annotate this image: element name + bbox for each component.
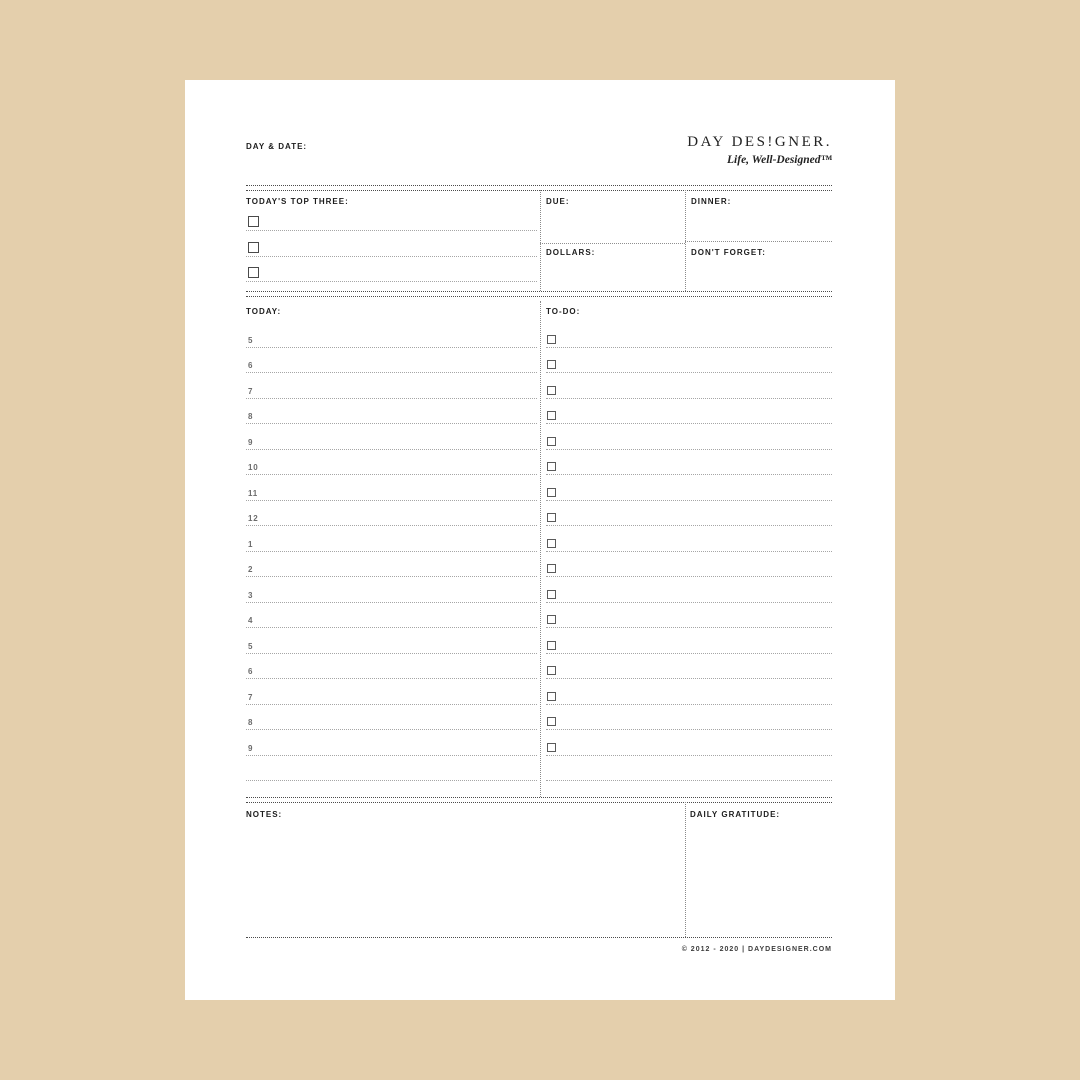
dont-forget-label: DON'T FORGET:: [691, 248, 766, 257]
section-divider-top: [246, 185, 832, 191]
todo-row: [546, 348, 832, 374]
day-date-label: DAY & DATE:: [246, 142, 308, 151]
divider-today-todo: [540, 301, 541, 797]
planner-page: [185, 80, 895, 1000]
todo-row: [546, 679, 832, 705]
todo-checkbox[interactable]: [547, 360, 556, 369]
todo-checkbox[interactable]: [547, 513, 556, 522]
todo-extra-row: [546, 756, 832, 782]
section-divider-mid2: [246, 797, 832, 803]
schedule-hour-row: [246, 348, 537, 374]
todo-row: [546, 450, 832, 476]
todo-checkbox[interactable]: [547, 539, 556, 548]
section-divider-bottom: [246, 937, 832, 938]
hour-label: 12: [248, 514, 259, 524]
todo-checkbox[interactable]: [547, 692, 556, 701]
brand-logo: [687, 134, 832, 166]
hour-label: 5: [248, 335, 254, 345]
todo-list: [546, 322, 832, 781]
hour-label: 10: [248, 463, 259, 473]
divider-topthree-due: [540, 190, 541, 291]
schedule-hour-row: [246, 399, 537, 425]
todo-row: [546, 552, 832, 578]
todo-row: [546, 577, 832, 603]
todo-row: [546, 654, 832, 680]
todo-checkbox[interactable]: [547, 564, 556, 573]
hour-label: 3: [248, 590, 254, 600]
hour-label: 4: [248, 616, 254, 626]
divider-dinner-dontforget: [685, 241, 832, 242]
todo-checkbox[interactable]: [547, 666, 556, 675]
schedule-hour-row: [246, 679, 537, 705]
brand-tagline: Life, Well-Designed™: [727, 154, 832, 166]
schedule-list: [246, 322, 537, 781]
schedule-extra-row: [246, 756, 537, 782]
hour-label: 7: [248, 386, 254, 396]
todo-checkbox[interactable]: [547, 717, 556, 726]
top-three-label: TODAY'S TOP THREE:: [246, 197, 349, 206]
todo-row: [546, 373, 832, 399]
top-three-checkbox[interactable]: [248, 267, 259, 278]
todo-checkbox[interactable]: [547, 641, 556, 650]
top-three-checkbox[interactable]: [248, 242, 259, 253]
copyright-text: © 2012 - 2020 | DAYDESIGNER.COM: [681, 946, 832, 953]
todo-label: TO-DO:: [546, 307, 581, 316]
todo-row: [546, 424, 832, 450]
todo-row: [546, 322, 832, 348]
hour-label: 11: [248, 488, 259, 498]
todo-row: [546, 628, 832, 654]
divider-due-dollars: [540, 243, 685, 244]
hour-label: 7: [248, 692, 254, 702]
hour-label: 8: [248, 718, 254, 728]
schedule-hour-row: [246, 603, 537, 629]
todo-checkbox[interactable]: [547, 335, 556, 344]
schedule-hour-row: [246, 526, 537, 552]
schedule-hour-row: [246, 628, 537, 654]
schedule-hour-row: [246, 475, 537, 501]
section-divider-mid1: [246, 291, 832, 297]
todo-row: [546, 399, 832, 425]
top-three-checkbox[interactable]: [248, 216, 259, 227]
divider-notes-gratitude: [685, 802, 686, 937]
hour-label: 6: [248, 361, 254, 371]
hour-label: 8: [248, 412, 254, 422]
todo-checkbox[interactable]: [547, 488, 556, 497]
daily-gratitude-label: DAILY GRATITUDE:: [690, 810, 781, 819]
todo-row: [546, 705, 832, 731]
todo-checkbox[interactable]: [547, 437, 556, 446]
schedule-hour-row: [246, 730, 537, 756]
todo-row: [546, 730, 832, 756]
due-label: DUE:: [546, 197, 570, 206]
todo-checkbox[interactable]: [547, 462, 556, 471]
todo-row: [546, 526, 832, 552]
todo-row: [546, 475, 832, 501]
dinner-label: DINNER:: [691, 197, 732, 206]
dollars-label: DOLLARS:: [546, 248, 596, 257]
hour-label: 9: [248, 743, 254, 753]
schedule-hour-row: [246, 322, 537, 348]
todo-checkbox[interactable]: [547, 743, 556, 752]
todo-checkbox[interactable]: [547, 615, 556, 624]
todo-row: [546, 603, 832, 629]
hour-label: 5: [248, 641, 254, 651]
hour-label: 9: [248, 437, 254, 447]
schedule-hour-row: [246, 577, 537, 603]
today-label: TODAY:: [246, 307, 282, 316]
notes-label: NOTES:: [246, 810, 283, 819]
schedule-hour-row: [246, 450, 537, 476]
top-three-row: [246, 206, 537, 231]
hour-label: 6: [248, 667, 254, 677]
schedule-hour-row: [246, 424, 537, 450]
brand-logo-text: DAY DES!GNER.: [687, 134, 832, 150]
top-three-row: [246, 257, 537, 282]
schedule-hour-row: [246, 373, 537, 399]
schedule-hour-row: [246, 501, 537, 527]
todo-checkbox[interactable]: [547, 411, 556, 420]
todo-checkbox[interactable]: [547, 386, 556, 395]
top-three-list: [246, 206, 537, 282]
schedule-hour-row: [246, 654, 537, 680]
hour-label: 1: [248, 539, 254, 549]
schedule-hour-row: [246, 705, 537, 731]
todo-checkbox[interactable]: [547, 590, 556, 599]
hour-label: 2: [248, 565, 254, 575]
todo-row: [546, 501, 832, 527]
top-three-row: [246, 231, 537, 256]
schedule-hour-row: [246, 552, 537, 578]
